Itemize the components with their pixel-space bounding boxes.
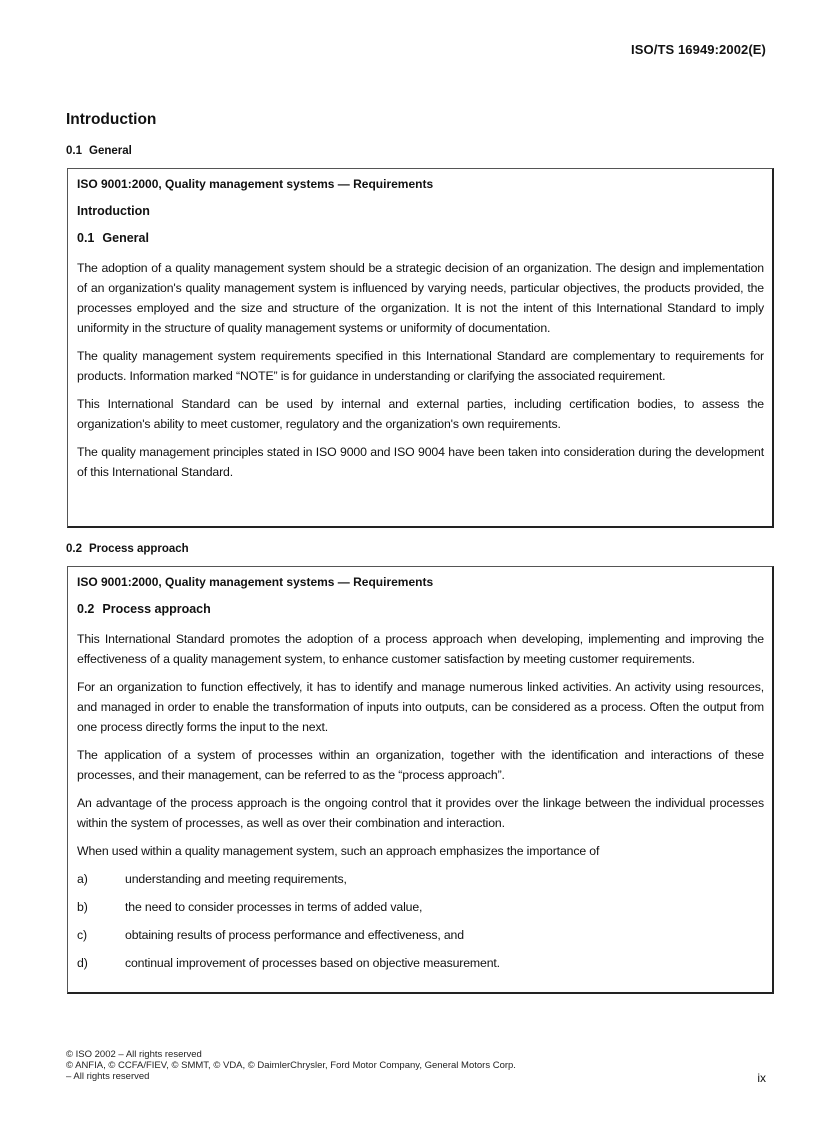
standard-reference: ISO 9001:2000, Quality management systems — Requirements bbox=[77, 575, 434, 589]
list-item bbox=[77, 869, 764, 889]
list-text: the need to consider processes in terms of added value, bbox=[125, 900, 423, 914]
list-marker: b) bbox=[77, 900, 88, 914]
paragraph: This International Standard can be used by internal and external parties, including certification bodies, to assess the organization's ability to meet customer, regulatory and the organization's own requirements. bbox=[77, 397, 764, 431]
box-section-title: Process approach bbox=[102, 602, 211, 616]
page-number: ix bbox=[757, 1071, 766, 1085]
list-text: understanding and meeting requirements, bbox=[125, 872, 347, 886]
section-title: General bbox=[89, 145, 132, 157]
paragraph: The application of a system of processes within an organization, together with the identification and interactions of these processes, and their management, can be referred to as the “process approach”. bbox=[77, 748, 764, 782]
copyright-line: – All rights reserved bbox=[66, 1071, 150, 1082]
document-id: ISO/TS 16949:2002(E) bbox=[631, 42, 766, 57]
box-section-heading bbox=[77, 602, 764, 617]
section-title: Process approach bbox=[89, 543, 189, 555]
copyright-line: © ISO 2002 – All rights reserved bbox=[66, 1049, 202, 1060]
section-number: 0.2 bbox=[66, 543, 82, 555]
list-marker: d) bbox=[77, 956, 88, 970]
section-number: 0.1 bbox=[66, 145, 82, 157]
list-marker: c) bbox=[77, 928, 87, 942]
paragraph: An advantage of the process approach is the ongoing control that it provides over the linkage between the individual processes within the system of processes, as well as over their combination and interaction. bbox=[77, 796, 764, 830]
list-text: continual improvement of processes based on objective measurement. bbox=[125, 956, 500, 970]
paragraph: The quality management principles stated in ISO 9000 and ISO 9004 have been taken into consideration during the development of this International Standard. bbox=[77, 445, 764, 479]
paragraph: For an organization to function effectively, it has to identify and manage numerous linked activities. An activity using resources, and managed in order to enable the transformation of inputs into outputs, can be considered as a process. Often the output from one process directly forms the input to the next. bbox=[77, 680, 764, 734]
box-section-title: General bbox=[102, 231, 149, 245]
list-item bbox=[77, 953, 764, 973]
box-section-heading bbox=[77, 231, 764, 246]
standard-reference: ISO 9001:2000, Quality management systems — Requirements bbox=[77, 177, 434, 191]
list-text: obtaining results of process performance and effectiveness, and bbox=[125, 928, 464, 942]
list-item bbox=[77, 897, 764, 917]
paragraph: The adoption of a quality management system should be a strategic decision of an organization. The design and implementation of an organization's quality management system is influenced by varying needs, particular objectives, the products provided, the processes employed and the size and structure of the organization. It is not the intent of this International Standard to imply uniformity in the structure of quality management systems or uniformity of documentation. bbox=[77, 261, 764, 335]
copyright-line: © ANFIA, © CCFA/FIEV, © SMMT, © VDA, © DaimlerChrysler, Ford Motor Company, General Motors Corp. bbox=[66, 1060, 516, 1071]
paragraph: When used within a quality management system, such an approach emphasizes the importance of bbox=[77, 844, 600, 858]
page-title: Introduction bbox=[66, 111, 157, 128]
paragraph: The quality management system requirements specified in this International Standard are complementary to requirements for products. Information marked “NOTE” is for guidance in understanding or clarifying the associated requirement. bbox=[77, 349, 764, 383]
box-section-number: 0.2 bbox=[77, 602, 95, 616]
box-section-number: 0.1 bbox=[77, 231, 95, 245]
quoted-standard-box-general bbox=[67, 168, 774, 528]
paragraph: This International Standard promotes the adoption of a process approach when developing, implementing and improving the effectiveness of a quality management system, to enhance customer satisfaction by meeting customer requirements. bbox=[77, 632, 764, 666]
section-heading-general bbox=[66, 145, 132, 157]
quoted-standard-box-process-approach bbox=[67, 566, 774, 994]
box-subheading: Introduction bbox=[77, 204, 150, 218]
list-item bbox=[77, 925, 764, 945]
list-marker: a) bbox=[77, 872, 88, 886]
copyright-footer bbox=[66, 1049, 516, 1082]
section-heading-process-approach bbox=[66, 543, 189, 555]
